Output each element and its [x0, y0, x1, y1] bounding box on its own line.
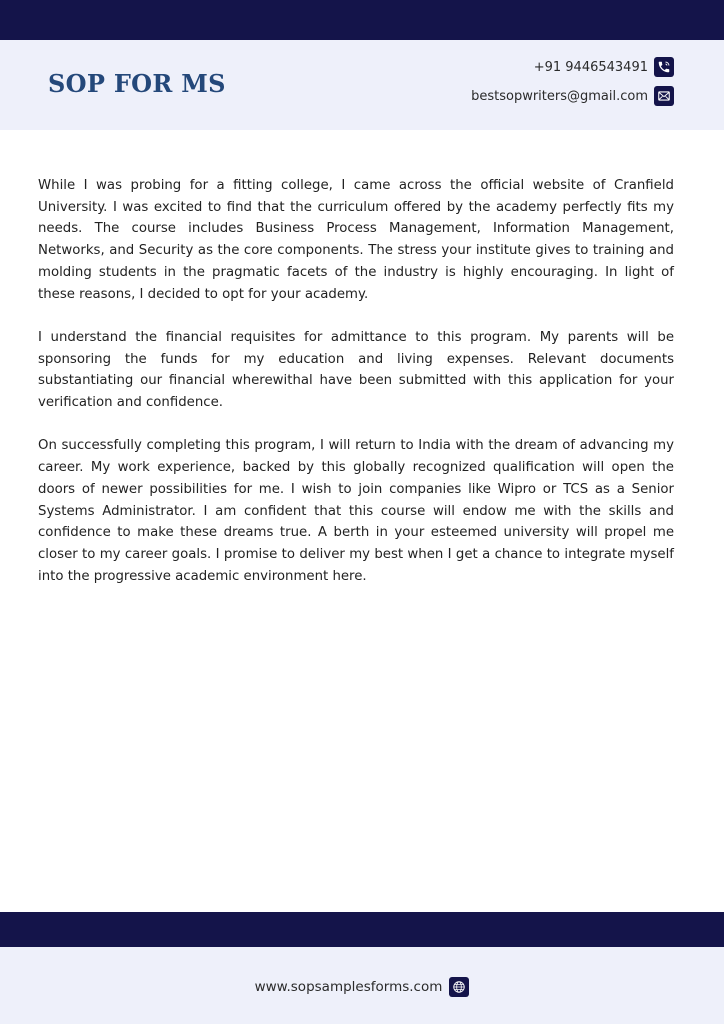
header	[0, 40, 724, 130]
footer-website-row	[0, 977, 724, 997]
top-bar	[0, 0, 724, 40]
mail-icon	[654, 86, 674, 106]
paragraph-3: On successfully completing this program, I will return to India with the dream of advancing my career. My work experience, backed by this globally recognized qualification will open the doors of newer possibilities for me. I wish to join companies like Wipro or TCS as a Senior Systems Administrator. I am confident that this course will endow me with the skills and confidence to make these dreams true. A berth in your esteemed university will propel me closer to my career goals. I promise to deliver my best when I get a chance to integrate myself into the progressive academic environment here.	[38, 438, 674, 584]
footer	[0, 947, 724, 1024]
globe-icon	[449, 977, 469, 997]
phone-contact	[534, 57, 674, 77]
paragraph-2: I understand the financial requisites for admittance to this program. My parents will be sponsoring the funds for my education and living expenses. Relevant documents substantiating our financial wherewithal have been submitted with this application for your verification and confidence.	[38, 329, 674, 411]
website-link[interactable]: www.sopsamplesforms.com	[254, 979, 443, 995]
email-contact	[471, 86, 674, 106]
email-address[interactable]: bestsopwriters@gmail.com	[471, 88, 648, 104]
letter-body	[38, 175, 674, 609]
phone-icon	[654, 57, 674, 77]
phone-number[interactable]: +91 9446543491	[533, 59, 648, 75]
paragraph-1: While I was probing for a fitting college, I came across the official website of Cranfield University. I was excited to find that the curriculum offered by the academy perfectly fits my needs. The course includes Business Process Management, Information Management, Networks, and Security as the core components. The stress your institute gives to training and molding students in the pragmatic facets of the industry is highly encouraging. In light of these reasons, I decided to opt for your academy.	[38, 178, 674, 302]
bottom-bar	[0, 912, 724, 947]
page-title: SOP FOR MS	[48, 69, 226, 98]
